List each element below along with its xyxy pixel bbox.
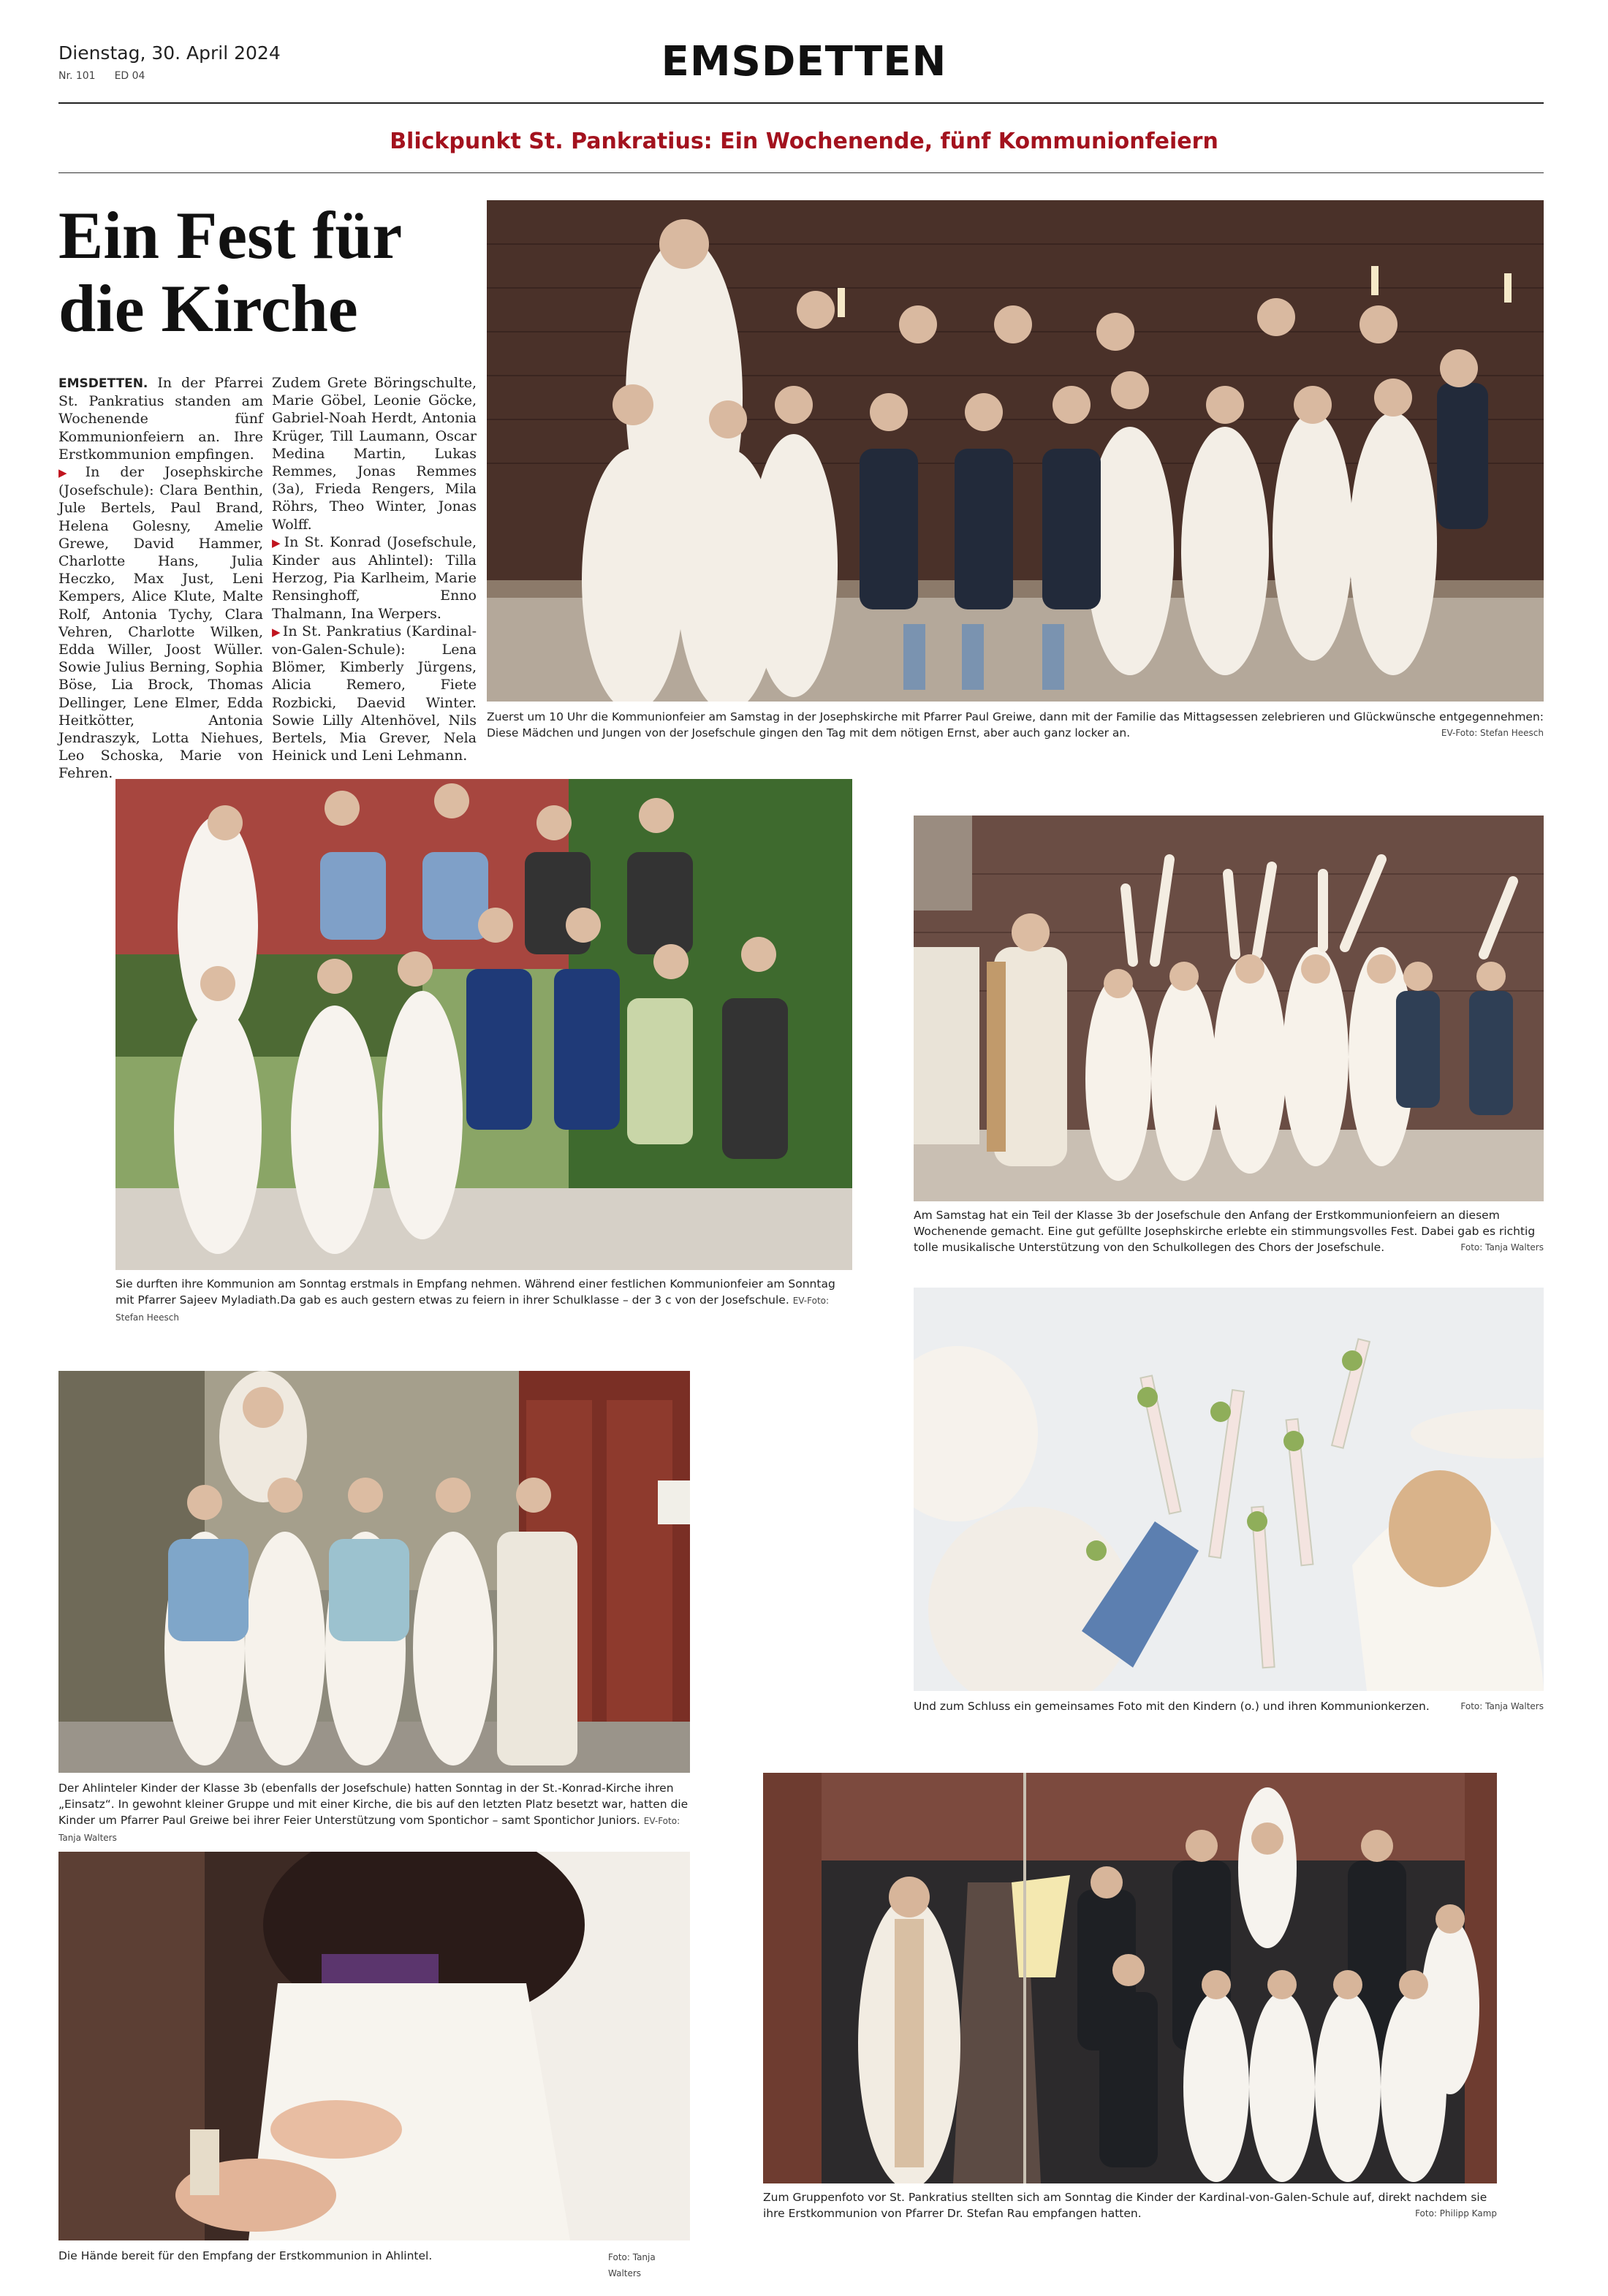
bullet-triangle-icon: ▶ — [272, 536, 282, 550]
caption-text: Sie durften ihre Kommunion am Sonntag erstmals in Empfang nehmen. Während einer festlichen Kommunionfeier am Sonntag mit Pfarrer Sajeev Myladiath.Da gab es auch gestern etwas zu feiern in ihrer Schulklasse – der 3 c von der Josefschule. — [115, 1277, 835, 1307]
article-paragraph — [58, 463, 263, 783]
kicker: Blickpunkt St. Pankratius: Ein Wochenende, fünf Kommunionfeiern — [390, 129, 1218, 154]
caption-photo-1 — [487, 709, 1544, 741]
photo-st-pankratius-group — [763, 1773, 1497, 2183]
photo-credit: EV-Foto: Stefan Heesch — [115, 1296, 830, 1323]
header-rule — [58, 102, 1544, 104]
caption-photo-7 — [763, 2189, 1497, 2221]
edition-code: ED 04 — [114, 70, 145, 82]
photo-st-konrad-group — [58, 1371, 690, 1773]
bullet-triangle-icon: ▶ — [58, 466, 83, 480]
caption-text: Die Hände bereit für den Empfang der Erstkommunion in Ahlintel. — [58, 2249, 433, 2262]
article-paragraph — [272, 374, 477, 533]
issue-date: Dienstag, 30. April 2024 — [58, 42, 281, 64]
caption-text: Zuerst um 10 Uhr die Kommunionfeier am Samstag in der Josephskirche mit Pfarrer Paul Greiwe, dann mit der Familie das Mittagsessen zelebrieren und Glückwünsche entgegennehmen: Diese Mädchen und Jungen von der Josefschule gingen den Tag mit dem nötigen Ernst, aber auch ganz locker an. — [487, 710, 1544, 740]
photo-josephskirche-group — [487, 200, 1544, 702]
caption-photo-3 — [914, 1207, 1544, 1255]
headline — [58, 199, 482, 345]
caption-photo-5 — [58, 1780, 690, 1846]
caption-text: Zum Gruppenfoto vor St. Pankratius stellten sich am Sonntag die Kinder der Kardinal-von-Galen-Schule auf, direkt nachdem sie ihre Erstkommunion von Pfarrer Dr. Stefan Rau empfangen hatten. — [763, 2191, 1487, 2220]
photo-josephskirche-celebration — [914, 816, 1544, 1201]
article-text: In St. Pankratius (Kardinal-von-Galen-Schule): Lena Blömer, Kimberly Jürgens, Alicia Remero, Fiete Rozbicki, Daevid Winter. Sowie Lilly Altenhövel, Nils Bertels, Mia Grever, Nela Heinick und Leni Lehmann. — [272, 623, 477, 764]
article-paragraph — [272, 533, 477, 623]
article-text: Zudem Grete Böringschulte, Marie Göbel, Leonie Göcke, Gabriel-Noah Herdt, Antonia Krüger, Till Laumann, Oscar Medina Martin, Lukas Remmes, Jonas Remmes (3a), Frieda Rengers, Mila Röhrs, Theo Winter, Jonas Wolff. — [272, 375, 477, 533]
article-column-1 — [58, 374, 263, 783]
caption-photo-2 — [115, 1276, 852, 1326]
photo-credit: Foto: Tanja Walters — [1460, 1242, 1544, 1252]
article-text: In der Josephskirche (Josefschule): Clara Benthin, Jule Bertels, Paul Brand, Helena Golesny, Amelie Grewe, David Hammer, Charlotte Hans, Julia Heczko, Max Just, Leni Kempers, Alice Klute, Malte Rolf, Antonia Tychy, Clara Vehren, Charlotte Wilken, Edda Willer, Joost Wüller. Sowie Julius Berning, Sophia Böse, Lia Brock, Thomas Dellinger, Lene Elmer, Edda Heitkötter, Antonia Jendraszyk, Lotta Niehues, Leo Schoska, Marie von Fehren. — [58, 464, 263, 782]
section-title: EMSDETTEN — [661, 38, 947, 85]
article-paragraph — [272, 623, 477, 765]
caption-photo-6 — [58, 2248, 690, 2278]
issue-number: Nr. 101 — [58, 70, 96, 82]
headline-line-2: die Kirche — [58, 271, 358, 346]
photo-credit: Foto: Philipp Kamp — [1415, 2208, 1497, 2219]
caption-text: Der Ahlinteler Kinder der Klasse 3b (ebenfalls der Josefschule) hatten Sonntag in der St.-Konrad-Kirche ihren „Einsatz“. In gewohnt kleiner Gruppe und mit einer Kirche, die bis auf den letzten Platz besetzt war, hatten die Kinder um Pfarrer Paul Greiwe bei ihrer Feier Unterstützung vom Spontichor – samt Spontichor Juniors. — [58, 1782, 689, 1827]
caption-photo-4 — [914, 1698, 1544, 1714]
photo-class-3c-outdoor — [115, 779, 852, 1270]
photo-candles-raised — [914, 1288, 1544, 1691]
photo-credit: Foto: Tanja Walters — [1460, 1701, 1544, 1711]
caption-text: Und zum Schluss ein gemeinsames Foto mit den Kindern (o.) und ihren Kommunionkerzen. — [914, 1700, 1430, 1713]
article-text: In St. Konrad (Josefschule, Kinder aus Ahlintel): Tilla Herzog, Pia Karlheim, Marie Rensinghoff, Enno Thalmann, Ina Werpers. — [272, 533, 477, 622]
article-paragraph — [58, 374, 263, 463]
headline-line-1: Ein Fest für — [58, 198, 403, 273]
photo-credit: Foto: Tanja Walters — [608, 2252, 656, 2278]
caption-text: Am Samstag hat ein Teil der Klasse 3b der Josefschule den Anfang der Erstkommunionfeiern an diesem Wochenende gemacht. Eine gut gefüllte Josephskirche erlebte ein stimmungsvolles Fest. Dabei gab es richtig tolle musikalische Unterstützung von den Schulkollegen des Chors der Josefschule. — [914, 1209, 1536, 1254]
kicker-rule — [58, 172, 1544, 173]
photo-hands-communion — [58, 1852, 690, 2240]
bullet-triangle-icon: ▶ — [272, 625, 281, 639]
article-text: In der Pfarrei St. Pankratius standen am Wochenende fünf Kommunionfeiern an. Ihre Erstkommunion empfingen. — [58, 375, 263, 463]
article-dateline: EMSDETTEN. — [58, 376, 148, 391]
article-column-2 — [272, 374, 477, 764]
photo-credit: EV-Foto: Stefan Heesch — [1441, 728, 1544, 738]
photo-credit: EV-Foto: Tanja Walters — [58, 1816, 680, 1843]
